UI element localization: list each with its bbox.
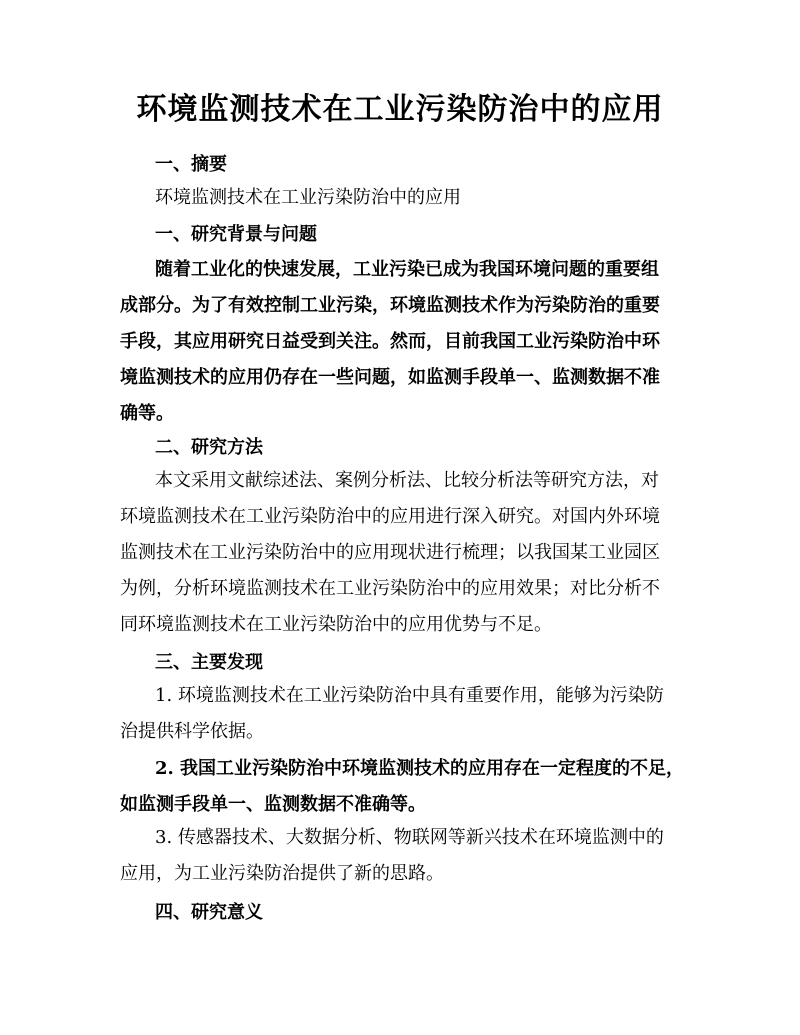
paragraph-line: 治提供科学依据。 <box>120 721 264 742</box>
paragraph-line: 应用，为工业污染防治提供了新的思路。 <box>120 863 444 884</box>
methods-heading: 二、研究方法 <box>155 437 263 458</box>
paragraph-line: 环境监测技术在工业污染防治中的应用进行深入研究。对国内外环境 <box>120 506 660 527</box>
paragraph-line: 监测技术在工业污染防治中的应用现状进行梳理；以我国某工业园区 <box>120 542 660 563</box>
abstract-text: 环境监测技术在工业污染防治中的应用 <box>155 187 461 208</box>
paragraph-line: 同环境监测技术在工业污染防治中的应用优势与不足。 <box>120 614 552 635</box>
paragraph-line: 手段，其应用研究日益受到关注。然而，目前我国工业污染防治中环 <box>120 331 660 352</box>
finding-2 <box>120 751 685 823</box>
background-paragraph <box>120 252 680 432</box>
findings-heading: 三、主要发现 <box>155 652 263 673</box>
finding-3 <box>120 820 680 892</box>
paragraph-line: 随着工业化的快速发展，工业污染已成为我国环境问题的重要组 <box>155 259 659 280</box>
page-title: 环境监测技术在工业污染防治中的应用 <box>136 92 664 127</box>
paragraph-line: 3. 传感器技术、大数据分析、物联网等新兴技术在环境监测中的 <box>155 827 664 848</box>
paragraph-line: 确等。 <box>120 403 174 424</box>
paragraph-line: 1. 环境监测技术在工业污染防治中具有重要作用，能够为污染防 <box>155 685 664 706</box>
finding-1 <box>120 678 680 750</box>
paragraph-line: 境监测技术的应用仍存在一些问题，如监测手段单一、监测数据不准 <box>120 367 660 388</box>
paragraph-line: 成部分。为了有效控制工业污染，环境监测技术作为污染防治的重要 <box>120 295 660 316</box>
paragraph-line: 本文采用文献综述法、案例分析法、比较分析法等研究方法，对 <box>155 470 659 491</box>
paragraph-line: 为例，分析环境监测技术在工业污染防治中的应用效果；对比分析不 <box>120 578 660 599</box>
paragraph-line: 2. 我国工业污染防治中环境监测技术的应用存在一定程度的不足， <box>155 758 685 779</box>
paragraph-line: 如监测手段单一、监测数据不准确等。 <box>120 794 426 815</box>
methods-paragraph <box>120 463 680 643</box>
abstract-heading: 一、摘要 <box>155 154 227 175</box>
significance-heading: 四、研究意义 <box>155 902 263 923</box>
background-heading: 一、研究背景与问题 <box>155 224 317 245</box>
